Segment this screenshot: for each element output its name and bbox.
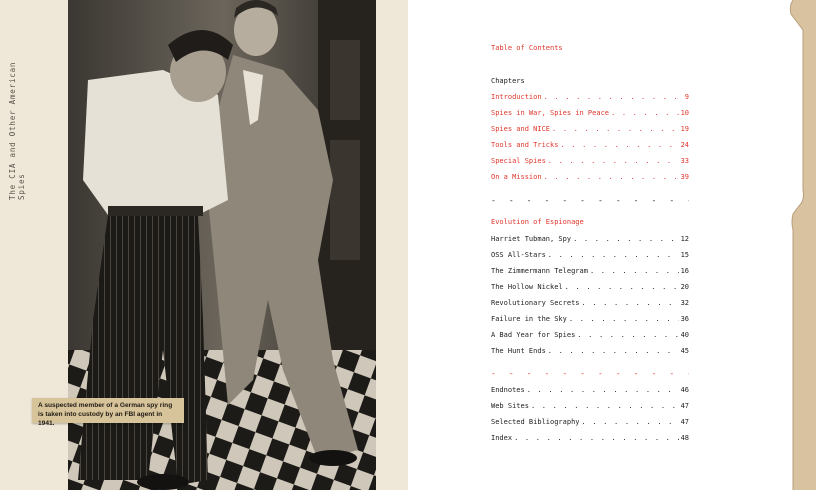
toc-entry[interactable]: Special Spies . . . 33	[491, 157, 689, 167]
toc-entry[interactable]: Revolutionary Secrets . . . 32	[491, 299, 689, 309]
toc-entry[interactable]: Harriet Tubman, Spy . . . 12	[491, 235, 689, 245]
toc-entry[interactable]: The Zimmermann Telegram . . . 16	[491, 267, 689, 277]
toc-entry[interactable]: The Hollow Nickel . . . 20	[491, 283, 689, 293]
spine-title: The CIA and Other American Spies	[8, 61, 26, 200]
toc-entry[interactable]: OSS All-Stars . . . 15	[491, 251, 689, 261]
right-page	[408, 0, 816, 490]
toc-entry[interactable]: Tools and Tricks . . . 24	[491, 141, 689, 151]
toc-entry[interactable]: Failure in the Sky . . . 36	[491, 315, 689, 325]
folder-tab-edge	[787, 0, 816, 490]
toc-entry[interactable]: Web Sites . . . 47	[491, 402, 689, 412]
section-divider	[491, 369, 689, 377]
photo-caption: A suspected member of a German spy ring is taken into custody by an FBI agent in 1941.	[32, 398, 184, 423]
toc-entry[interactable]: Endnotes . . . 46	[491, 386, 689, 396]
toc-entry[interactable]: A Bad Year for Spies . . . 40	[491, 331, 689, 341]
toc-entry[interactable]: On a Mission . . . 39	[491, 173, 689, 183]
toc-entry[interactable]: The Hunt Ends . . . 45	[491, 347, 689, 357]
toc-entry[interactable]: Spies in War, Spies in Peace . . . 10	[491, 109, 689, 119]
chapters-heading: Chapters	[491, 77, 525, 85]
toc-entry[interactable]: Index . . . 48	[491, 434, 689, 444]
toc-entry[interactable]: Spies and NICE . . . 19	[491, 125, 689, 135]
toc-title: Table of Contents	[491, 44, 563, 52]
evolution-heading: Evolution of Espionage	[491, 218, 584, 226]
toc-entry[interactable]: Selected Bibliography . . . 47	[491, 418, 689, 428]
toc-entry[interactable]: Introduction . . . 9	[491, 93, 689, 103]
section-divider	[491, 196, 689, 204]
